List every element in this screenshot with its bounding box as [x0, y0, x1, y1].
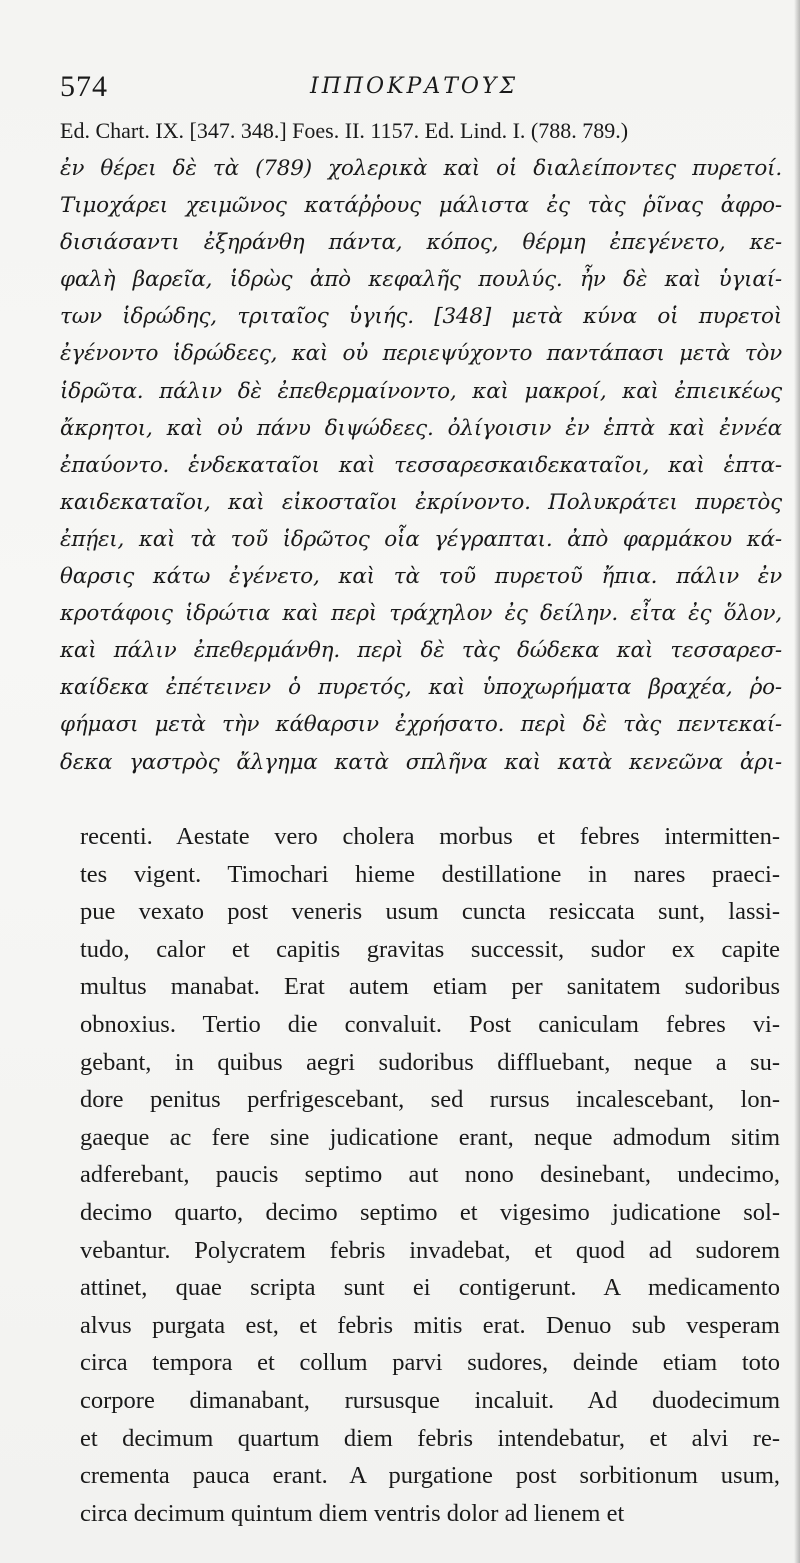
- greek-line: ἄκρητοι, καὶ οὐ πάνυ διψώδεες. ὀλίγοισιν ἐν ἑπτὰ καὶ ἐννέα: [60, 415, 782, 441]
- latin-line: circa decimum quintum diem ventris dolor ad lienem et: [80, 1499, 625, 1527]
- latin-line: dore penitus perfrigescebant, sed rursus incalescebant, lon-: [80, 1086, 780, 1114]
- latin-line: tudo, calor et capitis gravitas successit, sudor ex capite: [80, 935, 780, 963]
- greek-text-block: [60, 150, 782, 781]
- greek-line: θαρσις κάτω ἐγένετο, καὶ τὰ τοῦ πυρετοῦ ἤπια. πάλιν ἐν: [60, 564, 782, 590]
- latin-line: corpore dimanabant, rursusque incaluit. Ad duodecimum: [80, 1386, 780, 1414]
- latin-line: attinet, quae scripta sunt ei contigerunt. A medicamento: [80, 1274, 780, 1302]
- latin-line: alvus purgata est, et febris mitis erat. Denuo sub vesperam: [80, 1311, 780, 1339]
- greek-line: δισιάσαντι ἐξηράνθη πάντα, κόπος, θέρμη ἐπεγένετο, κε-: [60, 230, 782, 256]
- latin-line: circa tempora et collum parvi sudores, deinde etiam toto: [80, 1349, 780, 1377]
- page-header: [60, 70, 780, 110]
- greek-line: ἐπαύοντο. ἑνδεκαταῖοι καὶ τεσσαρεσκαιδεκαταῖοι, καὶ ἑπτα-: [60, 452, 782, 478]
- greek-line: των ἱδρώδης, τριταῖος ὑγιής. [348] μετὰ κύνα οἱ πυρετοὶ: [60, 304, 782, 330]
- greek-line: ἱδρῶτα. πάλιν δὲ ἐπεθερμαίνοντο, καὶ μακροί, καὶ ἐπιεικέως: [60, 378, 782, 404]
- latin-line: vebantur. Polycratem febris invadebat, et quod ad sudorem: [80, 1236, 780, 1264]
- greek-line: καίδεκα ἐπέτεινεν ὁ πυρετός, καὶ ὑποχωρήματα βραχέα, ῥο-: [60, 675, 782, 701]
- greek-line: καὶ πάλιν ἐπεθερμάνθη. περὶ δὲ τὰς δώδεκα καὶ τεσσαρεσ-: [60, 638, 782, 664]
- greek-line: ἐπῄει, καὶ τὰ τοῦ ἱδρῶτος οἷα γέγραπται. ἀπὸ φαρμάκου κά-: [60, 526, 782, 552]
- latin-line: decimo quarto, decimo septimo et vigesimo judicatione sol-: [80, 1198, 780, 1226]
- greek-line: φαλὴ βαρεῖα, ἱδρὼς ἀπὸ κεφαλῆς πουλύς. ἦν δὲ καὶ ὑγιαί-: [60, 267, 782, 293]
- latin-line: pue vexato post veneris usum cuncta resiccata sunt, lassi-: [80, 898, 780, 926]
- latin-line: adferebant, paucis septimo aut nono desinebant, undecimo,: [80, 1161, 780, 1189]
- greek-line: ἐγένοντο ἱδρώδεες, καὶ οὐ περιεψύχοντο παντάπασι μετὰ τὸν: [60, 341, 782, 367]
- edition-reference-line: Ed. Chart. IX. [347. 348.] Foes. II. 1157. Ed. Lind. I. (788. 789.): [60, 118, 629, 143]
- latin-line: et decimum quartum diem febris intendebatur, et alvi re-: [80, 1424, 780, 1452]
- latin-line: tes vigent. Timochari hieme destillatione in nares praeci-: [80, 860, 780, 888]
- running-title: ΙΠΠΟΚΡΑΤΟΥΣ: [310, 74, 519, 99]
- greek-line: φήμασι μετὰ τὴν κάθαρσιν ἐχρήσατο. περὶ δὲ τὰς πεντεκαί-: [60, 712, 782, 738]
- latin-line: crementa pauca erant. A purgatione post sorbitionum usum,: [80, 1462, 780, 1490]
- page-edge-shadow: [794, 0, 800, 1563]
- latin-line: gaeque ac fere sine judicatione erant, neque admodum sitim: [80, 1123, 780, 1151]
- greek-line: ἐν θέρει δὲ τὰ (789) χολερικὰ καὶ οἱ διαλείποντες πυρετοί.: [60, 156, 782, 181]
- latin-line: multus manabat. Erat autem etiam per sanitatem sudoribus: [80, 973, 780, 1001]
- latin-line: gebant, in quibus aegri sudoribus diffluebant, neque a su-: [80, 1048, 780, 1076]
- greek-line: δεκα γαστρὸς ἄλγημα κατὰ σπλῆνα καὶ κατὰ κενεῶνα ἀρι-: [60, 749, 782, 775]
- latin-line: obnoxius. Tertio die convaluit. Post caniculam febres vi-: [80, 1010, 780, 1038]
- greek-line: καιδεκαταῖοι, καὶ εἰκοσταῖοι ἐκρίνοντο. Πολυκράτει πυρετὸς: [60, 489, 782, 515]
- greek-line: κροτάφοις ἱδρώτια καὶ περὶ τράχηλον ἐς δείλην. εἶτα ἐς ὅλον,: [60, 601, 782, 627]
- latin-line: recenti. Aestate vero cholera morbus et febres intermitten-: [80, 823, 780, 850]
- latin-text-block: [80, 818, 780, 1532]
- greek-line: Τιμοχάρει χειμῶνος κατάῤῥους μάλιστα ἐς τὰς ῥῖνας ἀφρο-: [60, 193, 782, 219]
- page-number: 574: [60, 70, 108, 103]
